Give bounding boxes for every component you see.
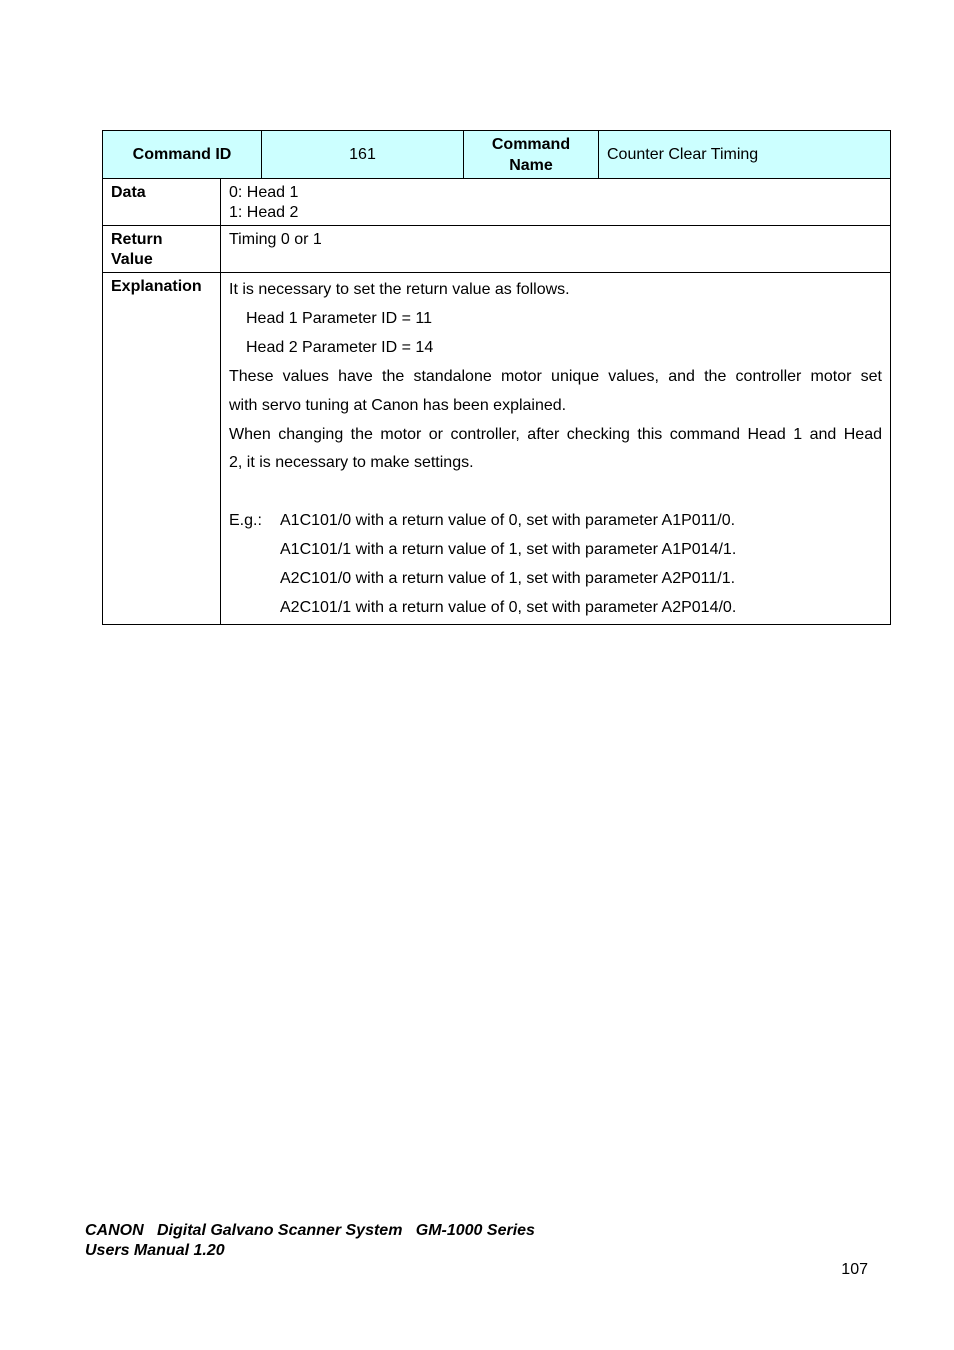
command-name-label-line2: Name (509, 156, 553, 174)
data-value-cell (220, 178, 891, 226)
page-number: 107 (841, 1261, 868, 1278)
return-value: Timing 0 or 1 (229, 231, 322, 248)
command-name-label-line1: Command (491, 135, 571, 153)
explanation-label-cell (102, 272, 221, 625)
explanation-para1-line1: These values have the standalone motor unique values, and the controller motor set (229, 368, 882, 385)
command-name-value-cell (598, 130, 891, 179)
command-name-value: Counter Clear Timing (607, 145, 759, 163)
command-id-label-cell (102, 130, 262, 179)
explanation-para1-line2: with servo tuning at Canon has been explained. (229, 397, 567, 414)
return-value-cell (220, 225, 891, 273)
explanation-para2-line2: 2, it is necessary to make settings. (229, 454, 474, 471)
example-line-4: A2C101/1 with a return value of 0, set with parameter A2P014/0. (280, 599, 737, 616)
command-id-value: 161 (349, 146, 376, 163)
explanation-intro: It is necessary to set the return value as follows. (229, 281, 570, 298)
example-line-3: A2C101/0 with a return value of 1, set with parameter A2P011/1. (280, 570, 736, 587)
example-label: E.g.: (229, 512, 262, 529)
return-label-line2: Value (111, 251, 153, 268)
footer-manual-version: Users Manual 1.20 (85, 1242, 225, 1259)
data-label: Data (111, 184, 146, 201)
example-line-1: A1C101/0 with a return value of 0, set with parameter A1P011/0. (280, 512, 736, 529)
command-name-label-cell (463, 130, 599, 179)
data-line-2: 1: Head 2 (229, 204, 299, 221)
command-id-label: Command ID (132, 146, 232, 163)
command-id-value-cell (261, 130, 464, 179)
data-line-1: 0: Head 1 (229, 184, 299, 201)
return-label-cell (102, 225, 221, 273)
example-line-2: A1C101/1 with a return value of 1, set with parameter A1P014/1. (280, 541, 737, 558)
explanation-param-1: Head 1 Parameter ID = 11 (246, 310, 433, 327)
explanation-para2-line1: When changing the motor or controller, after checking this command Head 1 and Head (229, 426, 882, 443)
explanation-label: Explanation (111, 278, 202, 295)
footer-title: CANON Digital Galvano Scanner System GM-1000 Series (85, 1222, 535, 1239)
data-label-cell (102, 178, 221, 226)
return-label-line1: Return (111, 231, 163, 248)
explanation-param-2: Head 2 Parameter ID = 14 (246, 339, 434, 356)
